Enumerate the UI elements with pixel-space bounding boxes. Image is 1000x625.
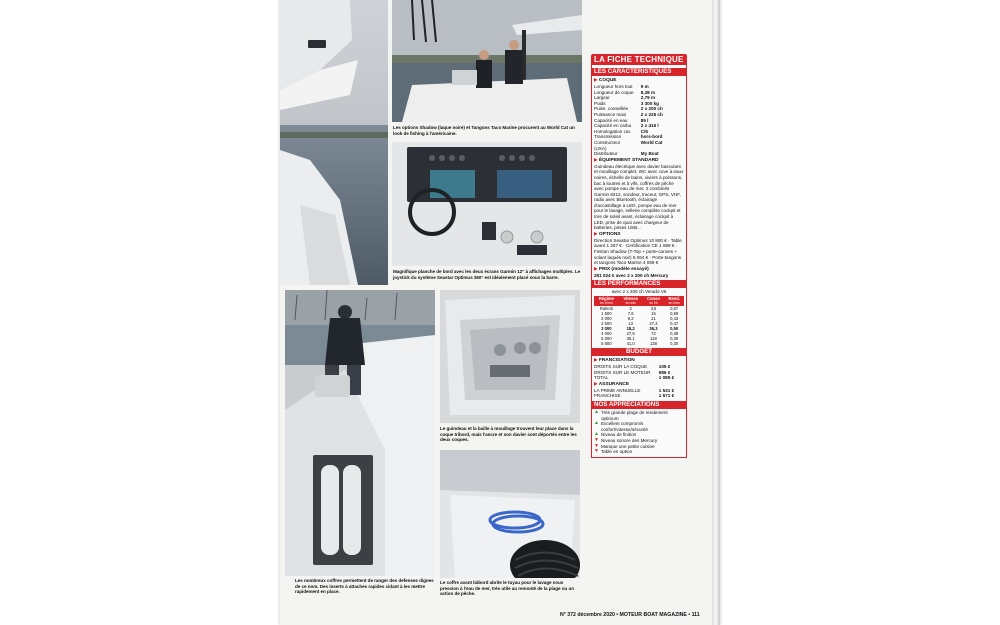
appreciation-text: Excellent compromis confort/vitesse/sécurité — [600, 421, 648, 432]
spec-key: (USA) — [594, 145, 607, 151]
budget-value: 986 € — [658, 369, 671, 375]
francisation-label-text: FRANCISATION — [598, 358, 635, 363]
francisation-label — [594, 357, 684, 364]
caption-top: Les options Shadow (laque noire) et Tangons Taco Marine procurent au World Cat un look de fishing à l'américaine. — [393, 125, 575, 136]
photo-dashboard-image — [392, 142, 582, 266]
arrow-icon: ▶ — [594, 77, 598, 82]
perf-cell: 0,47 — [670, 321, 679, 326]
assurance-label — [594, 381, 684, 388]
options-label — [594, 231, 684, 238]
page-edge — [712, 0, 720, 625]
triangle-up-icon: ▲ — [594, 420, 599, 427]
appreciation-text: Manque une petite cuisine — [601, 443, 655, 449]
spec-body — [591, 65, 687, 458]
spec-title: LA FICHE TECHNIQUE — [591, 54, 687, 65]
spec-value: 2 x 225 ch — [640, 111, 663, 117]
spec-value: World Cat — [640, 139, 663, 145]
spec-key: Poids — [594, 100, 606, 106]
page-footer: N° 372 décembre 2020 • MOTEUR BOAT MAGAZINE • 111 — [560, 612, 700, 618]
photo-hose-rope — [440, 450, 580, 578]
spec-key: Longueur de coque — [594, 89, 634, 95]
perf-col-header: Conso — [643, 296, 665, 301]
perf-cell: 7,6 — [627, 311, 634, 316]
perf-cell: 4 000 — [601, 331, 612, 336]
perf-cell: 5 600 — [601, 341, 612, 346]
budget-value: 1 571 € — [658, 393, 675, 399]
perf-cell: 21 — [651, 316, 656, 321]
perf-cell: 13 — [628, 321, 634, 326]
budget-key: DROITS SUR LE MOTEUR — [594, 369, 651, 375]
appreciation-plus — [594, 421, 684, 432]
appreciation-text: Table en option — [601, 449, 633, 455]
perf-unit: en l/h — [643, 301, 665, 306]
perf-cell: 27,6 — [626, 331, 635, 336]
budget-row — [594, 393, 684, 399]
perf-cell: 41,0 — [626, 341, 635, 346]
perf-cell: 3 000 — [601, 326, 612, 331]
spec-row — [594, 151, 684, 157]
perf-cell: Ralenti — [599, 306, 613, 311]
photo-dashboard — [392, 142, 582, 266]
perf-cell: 0,30 — [670, 341, 679, 346]
arrow-icon: ▶ — [594, 357, 598, 362]
appreciation-text: Niveau sonore des Mercury — [601, 437, 658, 443]
options-text: Direction Seastar Optimus 10 900 € · Table avant 1 267 € · Certification CE 1 869 € · Finition Shadow (T-Top + porte-cannes + volant laqués noir) 6 064 € · Porte-tangons et tangons Taco Marine 4 089 € — [594, 237, 682, 266]
coque-label-text: COQUE — [598, 78, 617, 83]
photo-hose-rope-image — [440, 450, 580, 578]
spec-value: My Boat — [640, 151, 659, 157]
perf-cell: 0,59 — [670, 311, 679, 316]
perf-cell: 0,57 — [670, 306, 679, 311]
caption-dashboard: Magnifique planche de bord avec les deux écrans Garmin 12" à affichages multiples. Le joystick du système Seastar Optimus 360° est idéalement placé sous la barre. — [393, 269, 581, 280]
arrow-icon: ▶ — [594, 156, 598, 162]
appreciation-minus — [594, 449, 684, 455]
perf-cell: 2 500 — [601, 321, 612, 326]
perf-cell: 2 — [629, 306, 632, 311]
spec-key: Capacité en eau — [594, 117, 628, 123]
perf-cell: 0,43 — [670, 316, 679, 321]
appreciation-plus — [594, 410, 684, 421]
perf-cell: 27,4 — [649, 321, 658, 326]
spec-sheet — [591, 54, 687, 614]
perf-unit: en tr/mn — [594, 301, 619, 306]
spec-value: C/6 — [640, 128, 648, 134]
options-label-text: OPTIONS — [598, 231, 621, 237]
perf-cell: 18,2 — [626, 326, 635, 331]
budget-row — [594, 375, 684, 381]
triangle-down-icon: ▼ — [594, 436, 599, 443]
perf-cell: 72 — [651, 331, 656, 336]
magazine-page — [280, 0, 720, 625]
spec-key: Longueur hors tout — [594, 84, 633, 89]
spec-value: 2 x 200 ch — [640, 106, 663, 112]
perf-cell: 138 — [649, 341, 657, 346]
photo-storage-lockers-image — [285, 290, 435, 576]
spec-value: 8,38 m — [640, 89, 656, 95]
triangle-up-icon: ▲ — [594, 431, 599, 438]
appreciations-heading: NOS APPRÉCIATIONS — [592, 401, 686, 409]
arrow-icon: ▶ — [594, 230, 598, 236]
spec-value: 2 x 416 l — [640, 123, 659, 129]
perf-cell: 36,1 — [626, 336, 635, 341]
perf-cell: 1 500 — [601, 311, 612, 316]
triangle-down-icon: ▼ — [594, 448, 599, 455]
performance-table — [594, 296, 684, 346]
arrow-icon: ▶ — [594, 380, 598, 386]
perf-cell: 2 000 — [601, 316, 612, 321]
perf-cell: 5 000 — [601, 336, 612, 341]
photo-anchor-well — [440, 290, 580, 423]
perf-cell: 0,50 — [670, 326, 679, 331]
triangle-down-icon: ▼ — [594, 442, 599, 449]
arrow-icon: ▶ — [594, 265, 598, 271]
photo-storage-lockers — [285, 290, 435, 576]
perf-cell: 15 — [651, 311, 656, 316]
equipement-label-text: ÉQUIPEMENT STANDARD — [598, 157, 659, 163]
spec-key: Largeur — [594, 95, 610, 101]
budget-value: 1 085 € — [658, 375, 675, 381]
appreciation-text: Niveau de finition — [601, 432, 637, 438]
budget-value: 1 531 € — [658, 387, 675, 393]
perf-col-header: Rend. — [664, 296, 684, 301]
photo-helm-people — [392, 0, 582, 122]
spec-key: Constructeur — [594, 139, 621, 145]
spec-value: 2,79 m — [640, 95, 656, 101]
triangle-up-icon: ▲ — [594, 408, 599, 415]
table-row — [594, 341, 684, 346]
caption-hose: Le coffre avant bâbord abrite le tuyau pour le lavage sous pression à l'eau de mer, très utile au remonté de la plage ou un action de pêche. — [440, 580, 574, 597]
photo-deck-water-image — [280, 0, 388, 285]
spec-value: hors-bord — [640, 134, 663, 140]
equipement-label — [594, 157, 684, 164]
perf-cell: 36,3 — [649, 326, 658, 331]
perf-cell: 9,2 — [627, 316, 634, 321]
performances-subtitle: avec 2 x 200 ch Verado V6 — [611, 289, 667, 295]
perf-col-header: Vitesse — [619, 296, 643, 301]
photo-anchor-well-image — [440, 290, 580, 423]
perf-col-header: Régime — [594, 296, 619, 301]
perf-cell: 0,30 — [670, 336, 679, 341]
photo-deck-water — [280, 0, 388, 285]
perf-unit: en nds — [619, 301, 643, 306]
spec-value: 85 l — [640, 117, 649, 123]
caracteristiques-heading: LES CARACTÉRISTIQUES — [592, 68, 686, 76]
coque-label — [594, 77, 684, 84]
budget-heading: BUDGET — [592, 348, 686, 356]
spec-key: Puissance maxi — [594, 111, 627, 117]
performances-heading: LES PERFORMANCES — [592, 280, 686, 288]
spec-value: 3 300 kg — [640, 100, 659, 106]
prix-label — [594, 266, 684, 273]
caption-storage: Les nombreux coffres permettent de ranger des defenses dignes de ce nom. Des inserts à attaches rapides cidant à les mettre rapidement en place. — [295, 578, 434, 595]
spec-key: Transmission — [594, 134, 622, 140]
perf-cell: 0,38 — [670, 331, 679, 336]
budget-key: TOTAL — [594, 375, 609, 381]
spec-value: 9 m — [640, 84, 649, 89]
budget-key: DROITS SUR LA COQUE — [594, 364, 648, 369]
budget-key: FRANCHISE — [594, 393, 621, 399]
prix-label-text: PRIX (modèle essayé) — [598, 266, 649, 272]
perf-unit: en l/nm — [664, 301, 684, 306]
photo-helm-people-image — [392, 0, 582, 122]
prix-value: 281 024 € avec 2 x 200 ch Mercury — [594, 272, 669, 278]
appreciation-text: Très grande plage de rendement optimum — [600, 409, 668, 421]
perf-cell: 118 — [650, 336, 657, 341]
equipement-text: Guindeau électrique avec davier basculant et mouillage complet, WC avec cuve à eaux noires, échelle de bains, viviers à poissons, bac à loutres et à vifs, coffres de pêche avec pompe eau de mer, 2 combinés Garmin 8212, sondeur, traceur, GPS, VHF, radio avec Bluetooth, éclairage d'accastillage à LED, pompe eau de mer pour le lavage, sellerie complète cockpit et tore de soleil avant, éclairage cockpit à LED, prise de quai avec chargeur de batteries, prises USB... — [594, 163, 684, 231]
budget-key: LA PRIME ANNUELLE — [594, 387, 641, 393]
spec-key: Puiss. conseillée — [594, 106, 629, 112]
assurance-label-text: ASSURANCE — [598, 381, 630, 387]
spec-key: Homologation cat. — [594, 128, 632, 134]
caption-anchor-well: Le guindeau et la baille à mouillage trouvent leur place dans la coque tribord, mais l'ancre et son davier sont déportés entre les deux coques. — [440, 426, 577, 443]
budget-value: 105 € — [658, 364, 671, 369]
perf-cell: 3,5 — [650, 306, 657, 311]
spec-key: Distributeur — [594, 151, 618, 157]
spec-key: Capacité en carbu — [594, 123, 632, 129]
